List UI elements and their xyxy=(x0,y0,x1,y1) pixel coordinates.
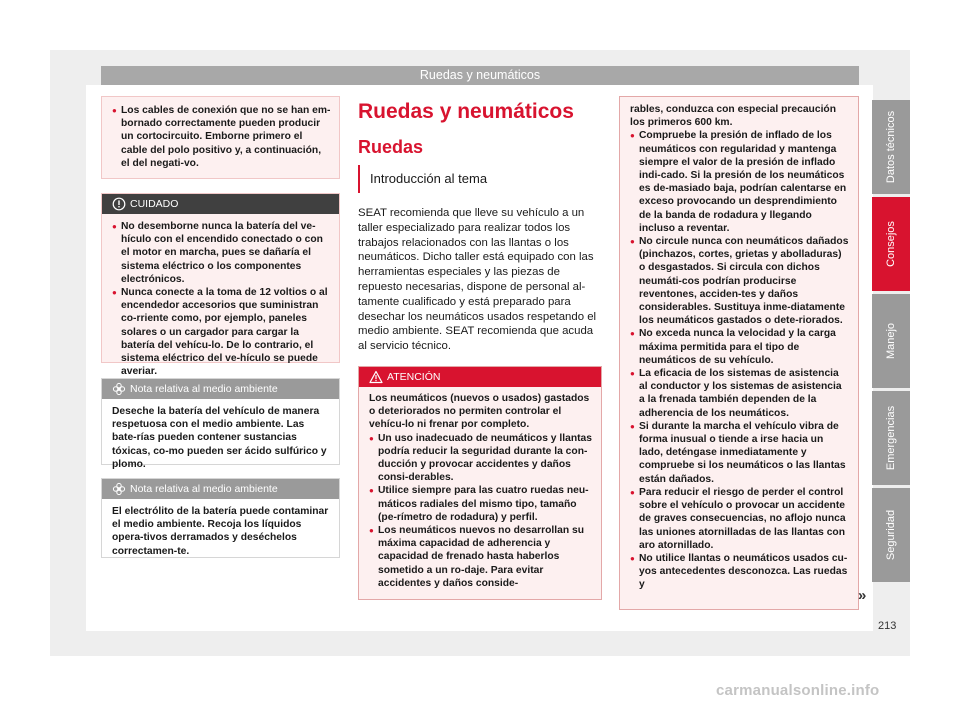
env-note-title-1: Nota relativa al medio ambiente xyxy=(130,383,278,395)
caution-header xyxy=(102,194,339,214)
warning-header xyxy=(359,367,601,387)
continue-marker: » xyxy=(858,587,867,604)
warning-item: ● Compruebe la presión de inflado de los neumáticos con regularidad y mantenga siempre el valor de la presión de inflado indi-cado. Si la presión de los neumáticos es de-masiado baja, podrían calentarse en exceso provocando un desprendimiento de la banda de rodadura y llegando incluso a reventar. xyxy=(630,129,850,235)
caution-item: ● Nunca conecte a la toma de 12 voltios o al encendedor accesorios que suministran co-rriente como, por ejemplo, paneles solares o un cargador para cargar la batería del vehícu-lo. De lo contrario, el sistema eléctrico del ve-hículo se puede averiar. xyxy=(112,286,331,378)
section-title: Introducción al tema xyxy=(370,171,488,186)
tab-emergencias[interactable]: Emergencias xyxy=(872,391,910,485)
top-note-box xyxy=(101,96,340,179)
env-note-title-2: Nota relativa al medio ambiente xyxy=(130,483,278,495)
page-header: Ruedas y neumáticos xyxy=(101,66,859,85)
continuation-lead: rables, conduzca con especial precaución los primeros 600 km. xyxy=(630,104,837,129)
top-note-item: ● Los cables de conexión que no se han em-bornado correctamente pueden producir un cortocircuito. Emborne primero el cable del polo positivo y, a continuación, el del negati-vo. xyxy=(112,104,331,170)
warning-continuation-box xyxy=(619,96,859,610)
env-note-header-1 xyxy=(102,379,339,399)
warning-title: ATENCIÓN xyxy=(387,371,441,383)
tab-consejos[interactable]: Consejos xyxy=(872,197,910,291)
warning-item: ● La eficacia de los sistemas de asistencia al conductor y los sistemas de asistencia a la frenada también dependen de la adherencia de los neumáticos. xyxy=(630,367,850,420)
intro-paragraph: SEAT recomienda que lleve su vehículo a un taller especializado para realizar todos los trabajos relacionados con las llantas o los neumáticos. Dicho taller está equipado con las herramientas especiales y las piezas de repuesto necesarias, dispone de personal al-tamente cualificado y está preparado para desechar los neumáticos usados respetando el medio ambiente. SEAT recomienda que acuda al servicio técnico. xyxy=(358,207,597,353)
warning-item: ● Un uso inadecuado de neumáticos y llantas podría reducir la seguridad durante la con-ducción y provocar accidentes y daños consi-derables. xyxy=(369,432,593,485)
tab-datos-tecnicos[interactable]: Datos técnicos xyxy=(872,100,910,194)
subtitle: Ruedas xyxy=(358,137,424,157)
warning-item: ● Si durante la marcha el vehículo vibra de forma inusual o tiende a irse hacia un lado, deténgase inmediatamente y compruebe si los neumáticos o las llantas están dañados. xyxy=(630,420,850,486)
page-number: 213 xyxy=(878,620,897,632)
watermark: carmanualsonline.info xyxy=(716,682,880,699)
flower-icon xyxy=(112,382,126,396)
warning-item: ● No circule nunca con neumáticos dañados (pinchazos, cortes, grietas y abolladuras) o desgastados. Si circula con dichos neumáti-cos podrían producirse reventones, acciden-tes y daños considerables. Sustituya inme-diatamente los neumáticos gastados o dete-riorados. xyxy=(630,235,850,327)
warning-item: ● Utilice siempre para las cuatro ruedas neu-máticos radiales del mismo tipo, tamaño (pe-rímetro de rodadura) y perfil. xyxy=(369,484,593,524)
warning-item: ● No exceda nunca la velocidad y la carga máxima permitida para el tipo de neumáticos de su vehículo. xyxy=(630,327,850,367)
warning-item: ● Para reducir el riesgo de perder el control sobre el vehículo o provocar un accidente de graves consecuencias, no aflojo nunca las uniones atornilladas de las llantas con aro atornillado. xyxy=(630,486,850,552)
warning-lead: Los neumáticos (nuevos o usados) gastados o deteriorados no permiten controlar el vehícu-lo ni frenar por completo. xyxy=(369,393,590,431)
env-note-box-2 xyxy=(101,478,340,558)
env-note-header-2 xyxy=(102,479,339,499)
env-note-text-1: Deseche la batería del vehículo de manera respetuosa con el medio ambiente. Las bate-rías pueden contener sustancias tóxicas, co-mo pueden ser ácido sulfúrico y plomo. xyxy=(112,406,327,470)
env-note-box-1 xyxy=(101,378,340,470)
warning-box xyxy=(358,366,602,600)
caution-title: CUIDADO xyxy=(130,198,179,210)
warning-item: ● Los neumáticos nuevos no desarrollan su máxima capacidad de adherencia y capacidad de frenado hasta haberlos sometido a un ro-daje. Para evitar accidentes y daños conside- xyxy=(369,524,593,590)
page-title: Ruedas y neumáticos xyxy=(358,100,574,123)
flower-icon xyxy=(112,482,126,496)
info-circle-icon xyxy=(112,197,126,211)
warning-triangle-icon xyxy=(369,370,383,384)
tab-seguridad[interactable]: Seguridad xyxy=(872,488,910,582)
env-note-text-2: El electrólito de la batería puede contaminar el medio ambiente. Recoja los líquidos opera-tivos derramados y deséchelos correctamen-te. xyxy=(112,506,329,557)
caution-box xyxy=(101,193,340,378)
section-rule xyxy=(358,165,360,193)
warning-item: ● No utilice llantas o neumáticos usados cu-yos antecedentes desconozca. Las ruedas y xyxy=(630,552,850,592)
tab-manejo[interactable]: Manejo xyxy=(872,294,910,388)
caution-item: ● No desemborne nunca la batería del ve-hículo con el encendido conectado o con el motor en marcha, pues se dañaría el sistema eléctrico o los componentes electrónicos. xyxy=(112,220,331,286)
